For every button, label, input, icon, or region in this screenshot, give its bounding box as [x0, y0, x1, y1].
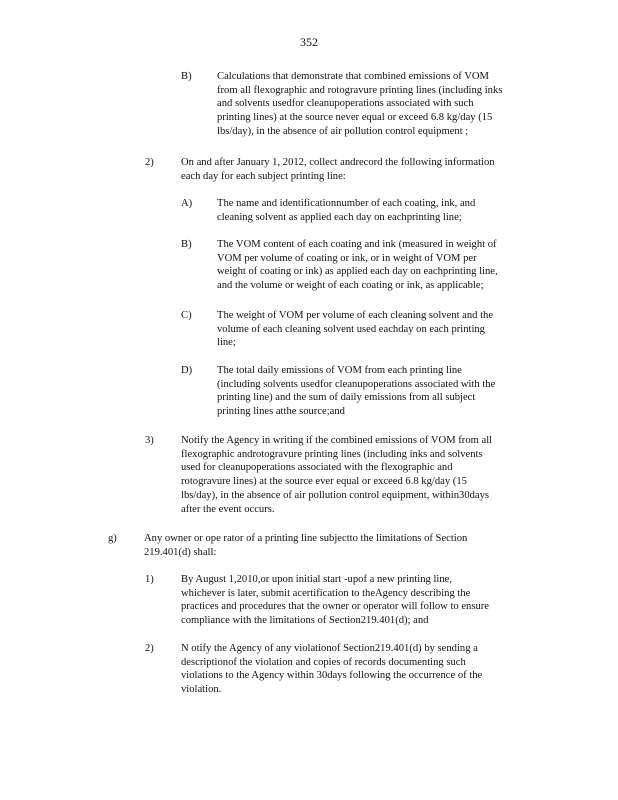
page-number: 352 — [300, 35, 318, 49]
text-line: from all flexographic and rotogravure printing lines (including inks — [217, 84, 503, 96]
text-line: cleaning solvent as applied each day on eachprinting line; — [217, 211, 462, 223]
text-line: printing lines atthe source;and — [217, 406, 345, 418]
item-marker: 1) — [145, 574, 154, 585]
text-line: The weight of VOM per volume of each cleaning solvent and the — [217, 310, 494, 321]
text-line: The name and identificationnumber of each coating, ink, and — [217, 198, 476, 209]
text-line: violations to the Agency within 30days following the occurrence of the — [181, 670, 483, 682]
text-line: VOM per volume of coating or ink, or in weight of VOM per — [217, 252, 477, 264]
item-text — [217, 364, 541, 419]
text-line: Notify the Agency in writing if the combined emissions of VOM from all — [181, 435, 493, 446]
item-marker: D) — [181, 365, 193, 376]
text-line: By August 1,2010,or upon initial start -upof a new printing line, — [181, 574, 452, 585]
item-marker: B) — [181, 239, 192, 250]
item-marker: 3) — [145, 435, 154, 446]
item-text — [217, 70, 541, 139]
text-line: whichever is later, submit acertification to theAgency describing the — [181, 587, 471, 599]
item-text — [217, 238, 541, 293]
text-line: N otify the Agency of any violationof Section219.401(d) by sending a — [181, 643, 478, 654]
item-text — [181, 434, 541, 516]
text-line: printing line) and the sum of daily emissions from all subject — [217, 392, 476, 404]
text-line: after the event occurs. — [181, 503, 275, 515]
item-marker: g) — [108, 533, 117, 544]
item-marker: C) — [181, 310, 192, 321]
text-line: weight of coating or ink) as applied each day on eachprinting line, — [217, 266, 498, 278]
text-line: each day for each subject printing line: — [181, 170, 346, 182]
text-line: lbs/day), in the absence of air pollution control equipment, within30days — [181, 489, 490, 501]
text-line: used for cleanupoperations associated with the flexographic and — [181, 462, 453, 474]
item-text — [217, 197, 541, 224]
text-line: line; — [217, 337, 236, 349]
text-line: printing lines) at the source never equal or exceed 6.8 kg/day (15 — [217, 112, 493, 124]
text-line: violation. — [181, 684, 222, 696]
item-text — [181, 573, 530, 628]
text-line: and solvents usedfor cleanupoperations associated with such — [217, 98, 474, 110]
text-line: volume of each cleaning solvent used eachday on each printing — [217, 323, 485, 335]
item-marker: 2) — [145, 643, 154, 654]
text-line: Any owner or ope rator of a printing line subjectto the limitations of Section — [144, 533, 468, 544]
item-marker: A) — [181, 198, 193, 209]
item-text — [181, 156, 541, 183]
item-marker: B) — [181, 71, 192, 82]
text-line: The VOM content of each coating and ink (measured in weight of — [217, 239, 497, 250]
text-line: rotogravure lines) at the source ever equal or exceed 6.8 kg/day (15 — [181, 476, 467, 488]
text-line: 219.401(d) shall: — [144, 546, 217, 558]
item-text — [217, 309, 541, 350]
text-line: On and after January 1, 2012, collect andrecord the following information — [181, 157, 495, 168]
text-line: The total daily emissions of VOM from each printing line — [217, 365, 462, 376]
item-text — [181, 642, 530, 697]
item-text — [144, 532, 504, 559]
text-line: lbs/day), in the absence of air pollution control equipment ; — [217, 125, 469, 137]
text-line: Calculations that demonstrate that combined emissions of VOM — [217, 71, 489, 82]
text-line: descriptionof the violation and copies of records documenting such — [181, 656, 466, 668]
text-line: compliance with the limitations of Section219.401(d); and — [181, 615, 429, 627]
text-line: practices and procedures that the owner or operator will follow to ensure — [181, 601, 489, 613]
text-line: flexographic androtogravure printing lines (including inks and solvents — [181, 448, 483, 460]
text-line: and the volume or weight of each coating or ink, as applicable; — [217, 280, 484, 292]
item-marker: 2) — [145, 157, 154, 168]
text-line: (including solvents usedfor cleanupoperations associated with the — [217, 378, 496, 390]
